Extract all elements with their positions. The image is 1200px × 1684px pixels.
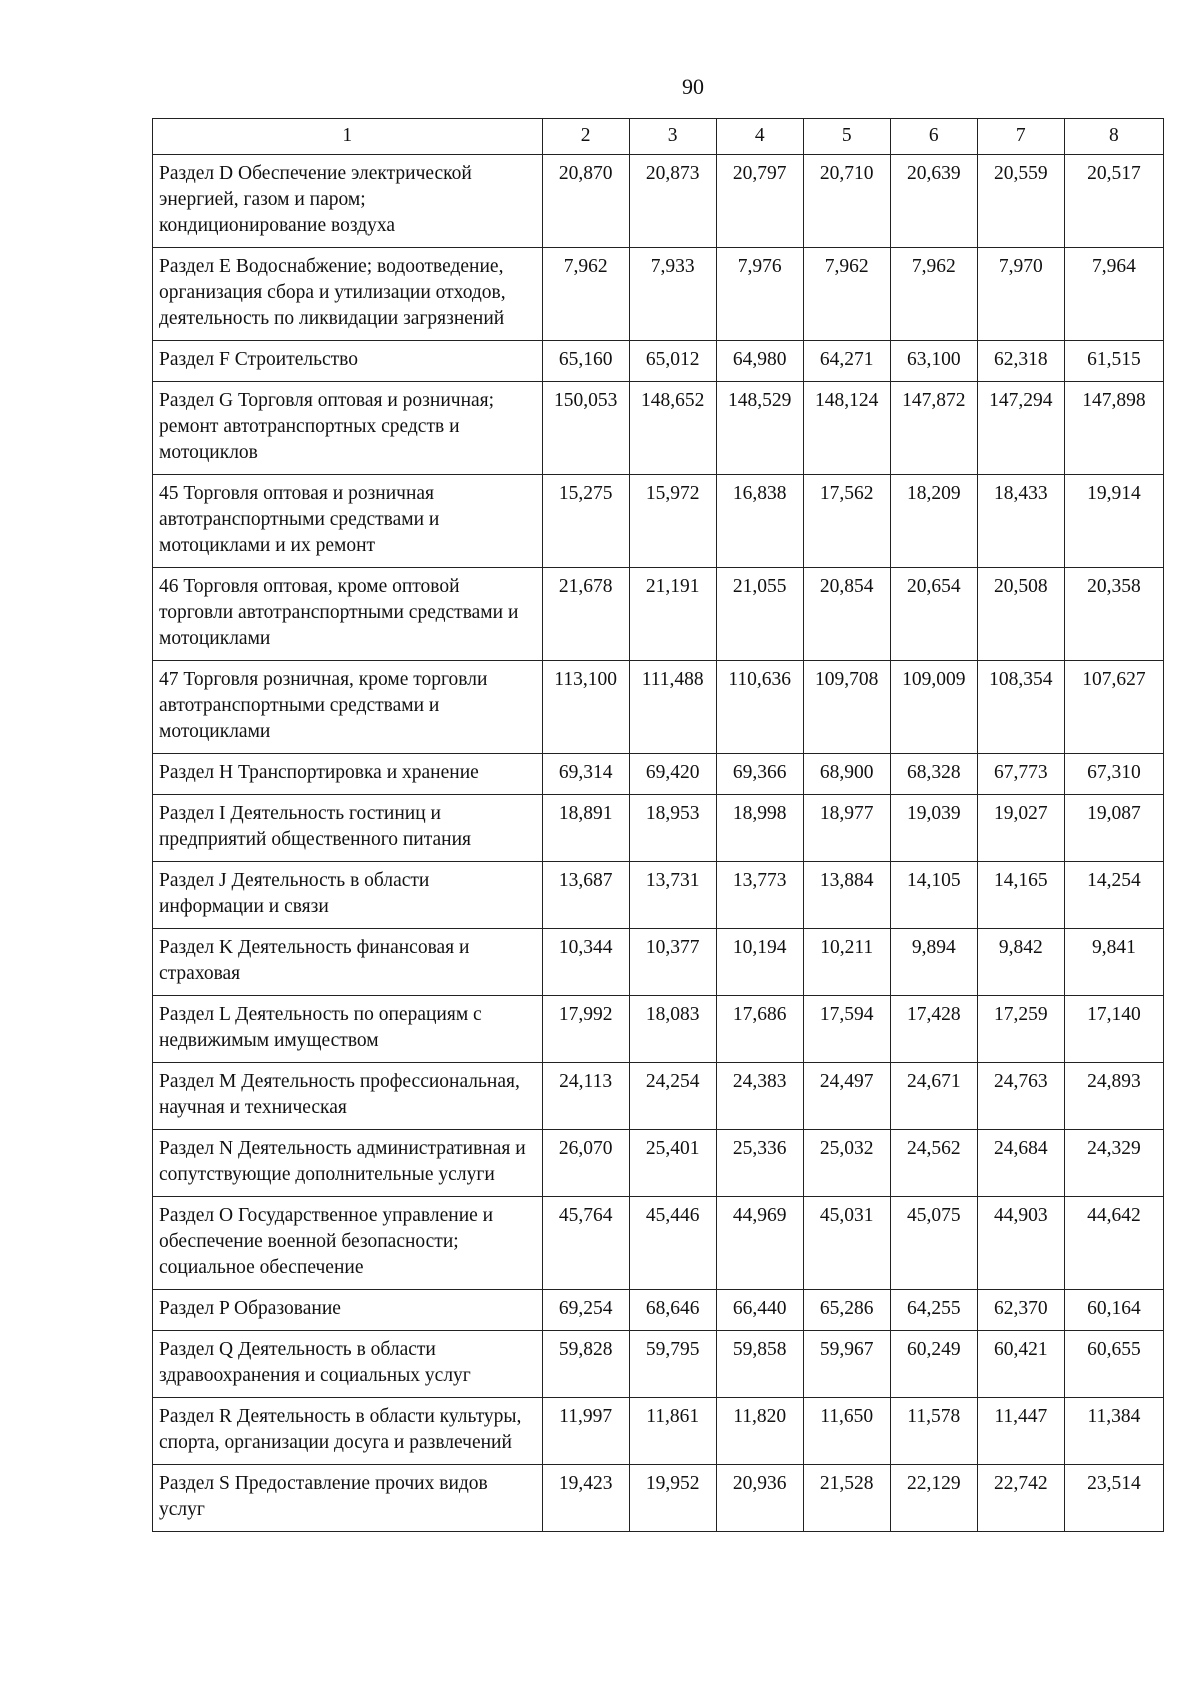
- row-value: 64,271: [803, 341, 890, 382]
- row-value: 62,370: [977, 1290, 1064, 1331]
- row-value: 17,259: [977, 996, 1064, 1063]
- row-value: 25,032: [803, 1130, 890, 1197]
- row-value: 60,421: [977, 1331, 1064, 1398]
- row-value: 65,286: [803, 1290, 890, 1331]
- row-value: 148,529: [716, 382, 803, 475]
- row-value: 20,797: [716, 155, 803, 248]
- row-label: Раздел P Образование: [153, 1290, 543, 1331]
- row-value: 21,528: [803, 1465, 890, 1532]
- row-value: 11,861: [629, 1398, 716, 1465]
- row-value: 11,384: [1064, 1398, 1163, 1465]
- row-value: 13,884: [803, 862, 890, 929]
- page-number: 90: [682, 74, 704, 99]
- row-label: Раздел F Строительство: [153, 341, 543, 382]
- column-header: 5: [803, 119, 890, 155]
- table-row: [153, 862, 1164, 929]
- row-value: 10,211: [803, 929, 890, 996]
- row-label: 46 Торговля оптовая, кроме оптовой торговли автотранспортными средствами и мотоциклами: [153, 568, 543, 661]
- row-value: 17,428: [890, 996, 977, 1063]
- row-value: 18,977: [803, 795, 890, 862]
- row-value: 20,654: [890, 568, 977, 661]
- row-value: 59,967: [803, 1331, 890, 1398]
- row-label: Раздел D Обеспечение электрической энергией, газом и паром; кондиционирование воздуха: [153, 155, 543, 248]
- row-value: 20,936: [716, 1465, 803, 1532]
- row-label: Раздел G Торговля оптовая и розничная; ремонт автотранспортных средств и мотоциклов: [153, 382, 543, 475]
- row-value: 18,953: [629, 795, 716, 862]
- table-row: [153, 475, 1164, 568]
- table-row: [153, 1331, 1164, 1398]
- row-value: 10,344: [542, 929, 629, 996]
- row-value: 22,742: [977, 1465, 1064, 1532]
- row-value: 148,652: [629, 382, 716, 475]
- row-value: 25,336: [716, 1130, 803, 1197]
- row-value: 147,294: [977, 382, 1064, 475]
- table-row: [153, 754, 1164, 795]
- row-value: 59,858: [716, 1331, 803, 1398]
- row-value: 69,420: [629, 754, 716, 795]
- row-value: 20,508: [977, 568, 1064, 661]
- row-value: 10,194: [716, 929, 803, 996]
- row-value: 7,964: [1064, 248, 1163, 341]
- table-row: [153, 1197, 1164, 1290]
- row-value: 13,773: [716, 862, 803, 929]
- row-value: 63,100: [890, 341, 977, 382]
- row-value: 24,497: [803, 1063, 890, 1130]
- row-value: 11,997: [542, 1398, 629, 1465]
- row-value: 45,031: [803, 1197, 890, 1290]
- row-value: 68,900: [803, 754, 890, 795]
- row-value: 20,559: [977, 155, 1064, 248]
- row-value: 67,773: [977, 754, 1064, 795]
- row-value: 64,255: [890, 1290, 977, 1331]
- row-value: 20,639: [890, 155, 977, 248]
- row-value: 10,377: [629, 929, 716, 996]
- row-value: 9,841: [1064, 929, 1163, 996]
- row-value: 20,517: [1064, 155, 1163, 248]
- row-value: 11,578: [890, 1398, 977, 1465]
- table-body: [153, 155, 1164, 1532]
- row-value: 18,998: [716, 795, 803, 862]
- table-row: [153, 1063, 1164, 1130]
- row-value: 68,328: [890, 754, 977, 795]
- row-value: 111,488: [629, 661, 716, 754]
- row-value: 7,970: [977, 248, 1064, 341]
- row-value: 69,314: [542, 754, 629, 795]
- row-label: Раздел S Предоставление прочих видов услуг: [153, 1465, 543, 1532]
- row-value: 14,105: [890, 862, 977, 929]
- row-label: Раздел M Деятельность профессиональная, научная и техническая: [153, 1063, 543, 1130]
- table-row: [153, 795, 1164, 862]
- row-value: 17,562: [803, 475, 890, 568]
- row-value: 7,962: [803, 248, 890, 341]
- row-value: 9,842: [977, 929, 1064, 996]
- row-value: 59,828: [542, 1331, 629, 1398]
- row-value: 23,514: [1064, 1465, 1163, 1532]
- row-value: 7,976: [716, 248, 803, 341]
- row-value: 147,898: [1064, 382, 1163, 475]
- row-label: Раздел O Государственное управление и обеспечение военной безопасности; социальное обеспечение: [153, 1197, 543, 1290]
- table-row: [153, 1130, 1164, 1197]
- row-value: 24,329: [1064, 1130, 1163, 1197]
- row-value: 18,433: [977, 475, 1064, 568]
- column-header: 1: [153, 119, 543, 155]
- header-row: [153, 119, 1164, 155]
- row-value: 67,310: [1064, 754, 1163, 795]
- column-header: 7: [977, 119, 1064, 155]
- table-row: [153, 1398, 1164, 1465]
- row-value: 109,708: [803, 661, 890, 754]
- row-value: 24,684: [977, 1130, 1064, 1197]
- row-label: Раздел I Деятельность гостиниц и предприятий общественного питания: [153, 795, 543, 862]
- row-value: 44,969: [716, 1197, 803, 1290]
- row-value: 147,872: [890, 382, 977, 475]
- row-value: 20,358: [1064, 568, 1163, 661]
- row-value: 19,952: [629, 1465, 716, 1532]
- row-value: 65,012: [629, 341, 716, 382]
- row-value: 21,191: [629, 568, 716, 661]
- row-value: 69,366: [716, 754, 803, 795]
- row-value: 20,870: [542, 155, 629, 248]
- row-value: 19,914: [1064, 475, 1163, 568]
- table-row: [153, 996, 1164, 1063]
- column-header: 8: [1064, 119, 1163, 155]
- column-header: 2: [542, 119, 629, 155]
- row-value: 14,254: [1064, 862, 1163, 929]
- row-value: 20,710: [803, 155, 890, 248]
- column-header: 4: [716, 119, 803, 155]
- row-value: 25,401: [629, 1130, 716, 1197]
- row-label: 45 Торговля оптовая и розничная автотранспортными средствами и мотоциклами и их ремонт: [153, 475, 543, 568]
- row-value: 17,992: [542, 996, 629, 1063]
- row-label: Раздел Q Деятельность в области здравоохранения и социальных услуг: [153, 1331, 543, 1398]
- row-value: 45,446: [629, 1197, 716, 1290]
- row-value: 45,764: [542, 1197, 629, 1290]
- row-value: 15,972: [629, 475, 716, 568]
- row-label: Раздел N Деятельность административная и сопутствующие дополнительные услуги: [153, 1130, 543, 1197]
- row-value: 9,894: [890, 929, 977, 996]
- row-value: 19,423: [542, 1465, 629, 1532]
- column-header: 3: [629, 119, 716, 155]
- row-value: 18,083: [629, 996, 716, 1063]
- row-value: 7,933: [629, 248, 716, 341]
- row-value: 17,686: [716, 996, 803, 1063]
- row-value: 24,254: [629, 1063, 716, 1130]
- row-label: Раздел L Деятельность по операциям с недвижимым имуществом: [153, 996, 543, 1063]
- row-value: 17,594: [803, 996, 890, 1063]
- column-header: 6: [890, 119, 977, 155]
- row-value: 24,562: [890, 1130, 977, 1197]
- row-label: Раздел K Деятельность финансовая и страховая: [153, 929, 543, 996]
- row-value: 7,962: [890, 248, 977, 341]
- row-value: 113,100: [542, 661, 629, 754]
- row-value: 65,160: [542, 341, 629, 382]
- row-value: 19,087: [1064, 795, 1163, 862]
- row-label: Раздел J Деятельность в области информации и связи: [153, 862, 543, 929]
- table-row: [153, 929, 1164, 996]
- row-value: 15,275: [542, 475, 629, 568]
- row-value: 24,763: [977, 1063, 1064, 1130]
- row-label: Раздел R Деятельность в области культуры, спорта, организации досуга и развлечений: [153, 1398, 543, 1465]
- table-row: [153, 661, 1164, 754]
- row-value: 44,903: [977, 1197, 1064, 1290]
- row-label: Раздел H Транспортировка и хранение: [153, 754, 543, 795]
- table-row: [153, 568, 1164, 661]
- table-row: [153, 155, 1164, 248]
- row-value: 68,646: [629, 1290, 716, 1331]
- row-value: 110,636: [716, 661, 803, 754]
- row-value: 17,140: [1064, 996, 1163, 1063]
- row-value: 13,731: [629, 862, 716, 929]
- row-value: 148,124: [803, 382, 890, 475]
- table-row: [153, 1290, 1164, 1331]
- table-row: [153, 1465, 1164, 1532]
- row-value: 20,873: [629, 155, 716, 248]
- row-value: 64,980: [716, 341, 803, 382]
- row-value: 61,515: [1064, 341, 1163, 382]
- row-value: 13,687: [542, 862, 629, 929]
- row-value: 109,009: [890, 661, 977, 754]
- row-value: 24,113: [542, 1063, 629, 1130]
- row-value: 16,838: [716, 475, 803, 568]
- row-value: 60,249: [890, 1331, 977, 1398]
- row-value: 45,075: [890, 1197, 977, 1290]
- row-value: 7,962: [542, 248, 629, 341]
- row-value: 18,891: [542, 795, 629, 862]
- row-value: 24,383: [716, 1063, 803, 1130]
- row-value: 107,627: [1064, 661, 1163, 754]
- row-value: 20,854: [803, 568, 890, 661]
- row-value: 62,318: [977, 341, 1064, 382]
- row-value: 14,165: [977, 862, 1064, 929]
- row-value: 150,053: [542, 382, 629, 475]
- table-row: [153, 341, 1164, 382]
- table-row: [153, 248, 1164, 341]
- row-value: 24,893: [1064, 1063, 1163, 1130]
- row-value: 22,129: [890, 1465, 977, 1532]
- row-value: 19,027: [977, 795, 1064, 862]
- row-label: 47 Торговля розничная, кроме торговли автотранспортными средствами и мотоциклами: [153, 661, 543, 754]
- table-row: [153, 382, 1164, 475]
- row-value: 69,254: [542, 1290, 629, 1331]
- row-value: 108,354: [977, 661, 1064, 754]
- data-table: [152, 118, 1164, 1532]
- row-value: 59,795: [629, 1331, 716, 1398]
- row-value: 60,164: [1064, 1290, 1163, 1331]
- row-value: 24,671: [890, 1063, 977, 1130]
- row-value: 44,642: [1064, 1197, 1163, 1290]
- row-value: 21,055: [716, 568, 803, 661]
- row-label: Раздел E Водоснабжение; водоотведение, организация сбора и утилизации отходов, деятельность по ликвидации загрязнений: [153, 248, 543, 341]
- row-value: 18,209: [890, 475, 977, 568]
- row-value: 60,655: [1064, 1331, 1163, 1398]
- row-value: 11,820: [716, 1398, 803, 1465]
- row-value: 21,678: [542, 568, 629, 661]
- row-value: 26,070: [542, 1130, 629, 1197]
- row-value: 11,650: [803, 1398, 890, 1465]
- row-value: 19,039: [890, 795, 977, 862]
- row-value: 66,440: [716, 1290, 803, 1331]
- row-value: 11,447: [977, 1398, 1064, 1465]
